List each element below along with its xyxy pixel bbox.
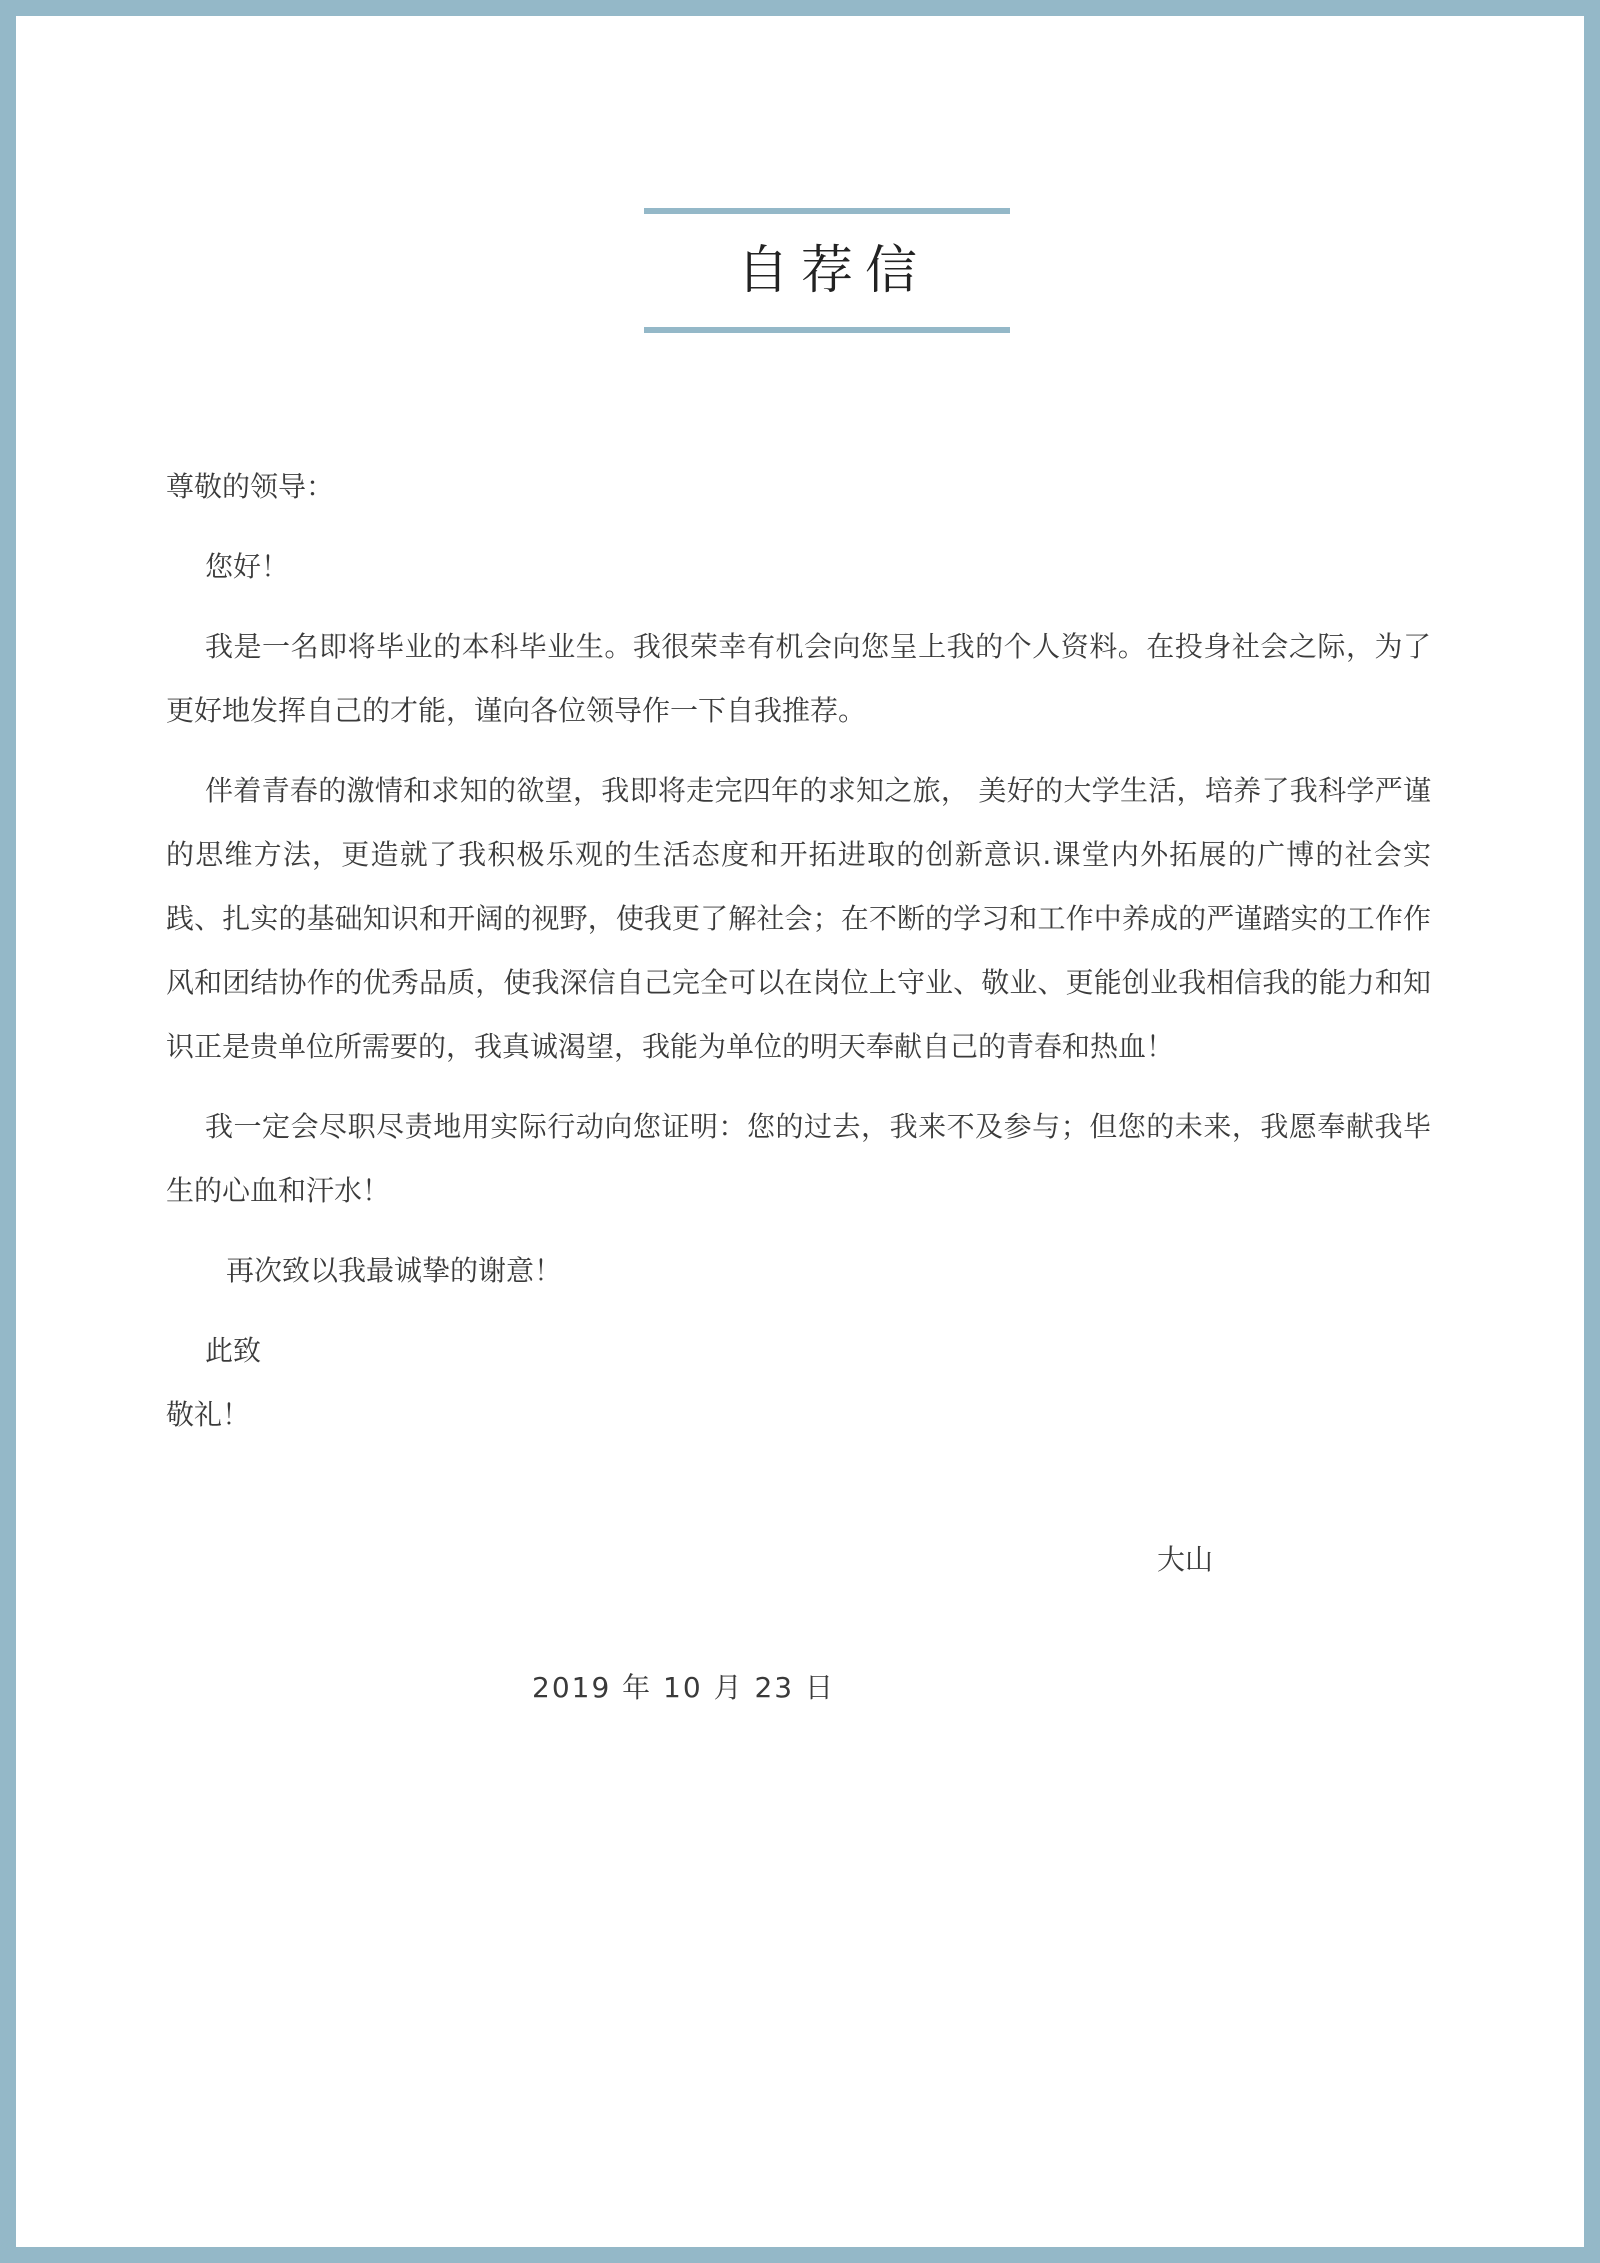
title-block (644, 208, 1010, 334)
closing-line-2: 敬礼！ (166, 1398, 251, 1431)
title-bottom-rule (644, 327, 1010, 333)
greeting: 尊敬的领导： (166, 470, 335, 503)
page-title: 自荐信 (736, 241, 929, 301)
paragraph-experience: 伴着青春的激情和求知的欲望，我即将走完四年的求知之旅， 美好的大学生活，培养了我科学严谨的思维方法，更造就了我积极乐观的生活态度和开拓进取的创新意识.课堂内外拓展的广博的社会实践、扎实的基础知识和开阔的视野，使我更了解社会；在不断的学习和工作中养成的严谨踏实的工作作风和团结协作的优秀品质，使我深信自己完全可以在岗位上守业、敬业、更能创业我相信我的能力和知识正是贵单位所需要的，我真诚渴望，我能为单位的明天奉献自己的青春和热血！ (166, 774, 1431, 1063)
thanks-line: 再次致以我最诚挚的谢意！ (226, 1254, 563, 1287)
title-top-rule (644, 208, 1010, 214)
signature: 大山 (1157, 1543, 1214, 1576)
paragraph-intro: 我是一名即将毕业的本科毕业生。我很荣幸有机会向您呈上我的个人资料。在投身社会之际，为了更好地发挥自己的才能，谨向各位领导作一下自我推荐。 (166, 630, 1431, 727)
paragraph-commitment: 我一定会尽职尽责地用实际行动向您证明：您的过去，我来不及参与；但您的未来，我愿奉献我毕生的心血和汗水！ (166, 1110, 1431, 1207)
letter-body (166, 455, 1431, 1463)
hello-line: 您好！ (205, 550, 290, 583)
closing-line-1: 此致 (205, 1334, 262, 1367)
date: 2019 年 10 月 23 日 (532, 1671, 836, 1704)
